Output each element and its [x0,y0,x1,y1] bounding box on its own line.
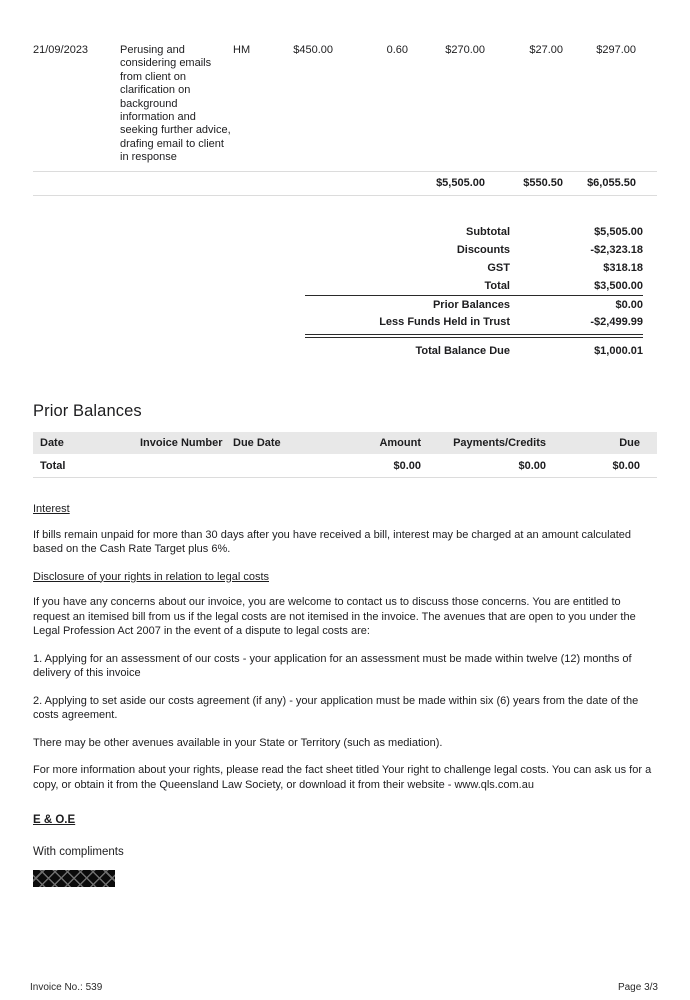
summary-row-less-funds [305,313,643,331]
summary-row-total-balance-due [305,334,643,360]
billing-entry-row [33,44,657,165]
disclosure-text: If you have any concerns about our invoice, you are welcome to contact us to discuss those concerns. You are entitled to request an itemised bill from us if the legal costs are not itemised in the invoice. The avenues that are open to you under the Legal Profession Act 2007 in the event of a dispute to legal costs are: [33,596,636,637]
more-info-text: For more information about your rights, please read the fact sheet titled Your right to challenge legal costs. You can ask us for a copy, or obtain it from the Queensland Law Society, or download it from their website - www.qls.com.au [33,764,652,791]
other-avenues-text: There may be other avenues available in your State or Territory (such as mediation). [33,736,443,749]
entry-gst: $27.00 [529,44,563,56]
billing-totals-row [33,171,657,196]
summary-label: Total [484,280,510,292]
summary-value: $5,505.00 [594,226,643,238]
totals-gst: $550.50 [523,177,563,189]
summary-value: $318.18 [603,262,643,274]
entry-description: Perusing and considering emails from client on clarification on background information and seeking further advice, drafing email to client in response [120,44,231,164]
summary-row-prior-balances [305,295,643,313]
summary-value: $0.00 [615,299,643,311]
summary-label: Total Balance Due [415,345,510,357]
pb-total-payments-credits: $0.00 [518,460,546,472]
summary-label: Discounts [456,244,510,256]
pb-total-due: $0.00 [612,460,640,472]
header-amount: Amount [379,437,421,449]
header-due-date: Due Date [233,437,281,449]
dispute-point-2: 2. Applying to set aside our costs agreement (if any) - your application must be made within six (6) years from the date of the costs agreement. [33,694,639,721]
prior-balances-total-row [33,454,657,478]
with-compliments-label: With compliments [33,845,124,858]
summary-label: Prior Balances [432,299,510,311]
entry-hours: 0.60 [386,44,408,56]
footer-page-number: Page 3/3 [617,982,658,993]
totals-amount: $5,505.00 [436,177,485,189]
summary-row-total [305,277,643,295]
page-footer [30,982,658,993]
totals-total: $6,055.50 [587,177,636,189]
entry-initials: HM [233,44,251,56]
summary-row-subtotal [305,223,643,241]
disclosure-heading: Disclosure of your rights in relation to legal costs [33,570,269,583]
summary-value: -$2,323.18 [590,244,643,256]
eoe-label: E & O.E [33,814,76,826]
summary-row-gst [305,259,643,277]
header-date: Date [40,437,64,449]
interest-heading: Interest [33,503,70,515]
prior-balances-table [33,432,657,478]
prior-balances-header-row [33,432,657,454]
summary-label: Less Funds Held in Trust [379,316,510,328]
entry-total: $297.00 [596,44,636,56]
header-due: Due [619,437,640,449]
entry-rate: $450.00 [293,44,333,56]
summary-row-discounts [305,241,643,259]
pb-total-label: Total [40,460,66,472]
footer-invoice-no: Invoice No.: 539 [30,982,103,993]
summary-value: $1,000.01 [594,345,643,357]
interest-text: If bills remain unpaid for more than 30 days after you have received a bill, interest may be charged at an amount calculated based on the Cash Rate Target plus 6%. [33,528,632,555]
pb-total-amount: $0.00 [393,460,421,472]
entry-date: 21/09/2023 [33,44,89,56]
prior-balances-title: Prior Balances [33,402,142,420]
entry-amount: $270.00 [445,44,485,56]
redacted-signature-block [33,870,115,887]
dispute-point-1: 1. Applying for an assessment of our costs - your application for an assessment must be made within twelve (12) months of delivery of this invoice [33,652,632,679]
invoice-summary [305,223,643,360]
header-invoice-number: Invoice Number [140,437,223,449]
summary-value: -$2,499.99 [590,316,643,328]
summary-label: GST [487,262,510,274]
summary-label: Subtotal [466,226,510,238]
notices-section [33,502,657,887]
summary-value: $3,500.00 [594,280,643,292]
header-payments-credits: Payments/Credits [453,437,546,449]
